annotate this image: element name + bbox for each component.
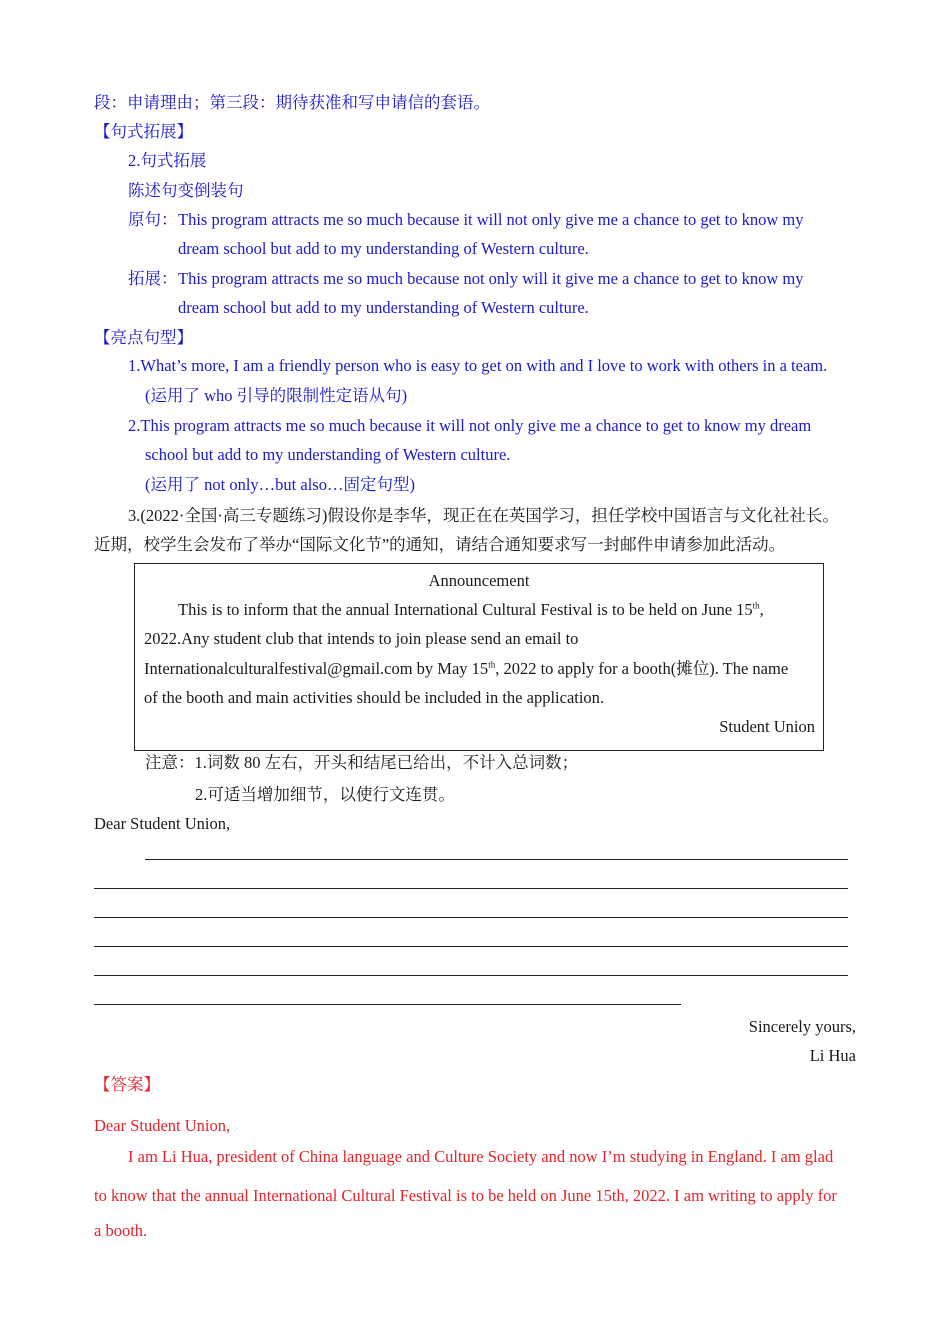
paragraph-structure-line: 段：申请理由；第三段：期待获准和写申请信的套语。 [94,93,490,112]
letter-closing: Sincerely yours, [748,1017,856,1036]
expand-sentence-line2: dream school but add to my understanding of Western culture. [178,298,589,317]
highlight-sentence1: 1.What’s more, I am a friendly person who is easy to get on with and I love to work with others in a team. [128,356,828,375]
highlight-sentence2-line1: 2.This program attracts me so much because it will not only give me a chance to get to know my dream [128,416,812,435]
answer-salutation: Dear Student Union, [94,1116,231,1135]
item2-title: 2.句式拓展 [128,151,207,170]
announcement-box [134,563,824,751]
answer-paragraph-line2: to know that the annual International Cultural Festival is to be held on June 15th, 2022. I am writing to apply for [94,1186,837,1205]
announcement-line1: This is to inform that the annual International Cultural Festival is to be held on June 15th, [178,600,764,619]
notes-line1: 注意：1.词数 80 左右，开头和结尾已给出，不计入总词数； [145,753,579,772]
writing-line [145,859,848,860]
expand-sentence-line1: This program attracts me so much because not only will it give me a chance to get to know my [178,269,804,288]
announcement-line4: of the booth and main activities should be included in the application. [144,688,605,707]
original-sentence-line2: dream school but add to my understanding of Western culture. [178,239,589,258]
letter-name: Li Hua [809,1046,856,1065]
writing-line [94,1004,681,1005]
announcement-signature: Student Union [719,717,815,736]
answer-paragraph-line1: I am Li Hua, president of China language and Culture Society and now I’m studying in England. I am glad [128,1147,834,1166]
highlight-sentence2-note: (运用了 not only…but also…固定句型) [145,475,415,494]
original-sentence-line1: This program attracts me so much because it will not only give me a chance to get to know my [178,210,804,229]
announcement-title: Announcement [428,571,530,590]
writing-line [94,888,848,889]
announcement-line3: Internationalculturalfestival@gmail.com by May 15th, 2022 to apply for a booth(摊位). The name [144,659,789,678]
item2-subtitle: 陈述句变倒装句 [128,181,244,200]
task-line2: 近期，校学生会发布了举办“国际文化节”的通知，请结合通知要求写一封邮件申请参加此活动。 [94,535,786,554]
notes-line2: 2.可适当增加细节，以使行文连贯。 [195,785,455,804]
task-line1: 3.(2022·全国·高三专题练习)假设你是李华，现正在在英国学习，担任学校中国语言与文化社社长。 [128,506,839,525]
highlight-sentence1-note: (运用了 who 引导的限制性定语从句) [145,386,408,405]
highlight-sentence2-line2: school but add to my understanding of Western culture. [145,445,511,464]
writing-line [94,946,848,947]
announcement-line2: 2022.Any student club that intends to join please send an email to [144,629,579,648]
letter-salutation: Dear Student Union, [94,814,231,833]
expand-label: 拓展： [128,269,178,288]
answer-heading: 【答案】 [94,1075,160,1094]
writing-line [94,975,848,976]
writing-line [94,917,848,918]
answer-paragraph-line3: a booth. [94,1221,148,1240]
section-heading-pattern: 【句式拓展】 [94,122,193,141]
original-label: 原句： [128,210,178,229]
section-heading-highlight: 【亮点句型】 [94,328,193,347]
